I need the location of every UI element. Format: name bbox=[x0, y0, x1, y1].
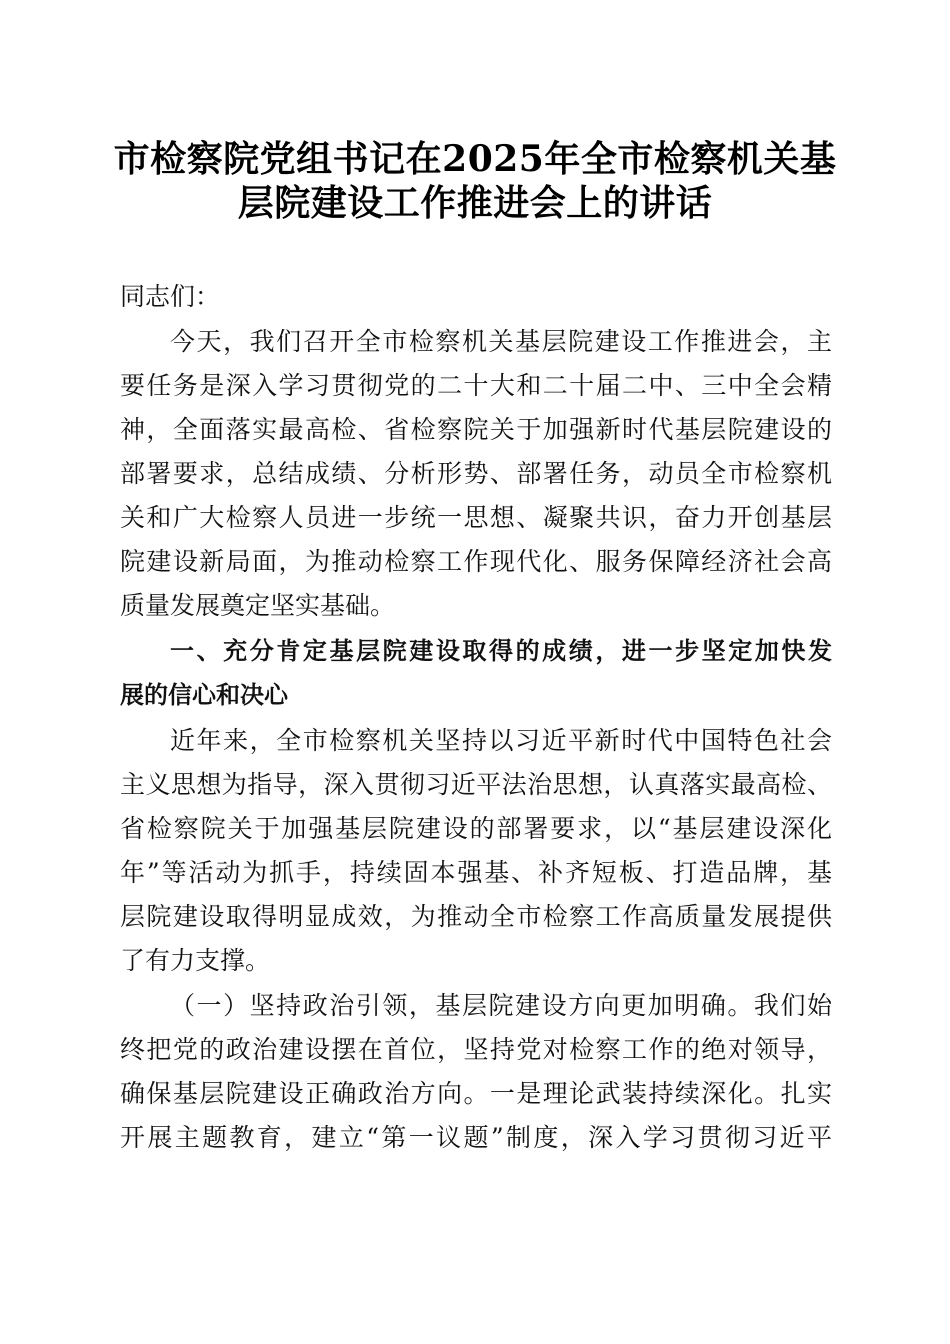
body-line: 今天，我们召开全市检察机关基层院建设工作推进会，主 bbox=[170, 327, 832, 356]
body-line: 院建设新局面，为推动检察工作现代化、服务保障经济社会高 bbox=[120, 547, 832, 576]
body-line: 近年来，全市检察机关坚持以习近平新时代中国特色社会 bbox=[170, 726, 832, 755]
body-line: 部署要求，总结成绩、分析形势、部署任务，动员全市检察机 bbox=[120, 459, 832, 488]
section-heading: 一、充分肯定基层院建设取得的成绩，进一步坚定加快发 bbox=[170, 637, 832, 665]
body-line: 终把党的政治建设摆在首位，坚持党对检察工作的绝对领导， bbox=[120, 1035, 832, 1064]
body-line: 开展主题教育，建立“第一议题”制度，深入学习贯彻习近平 bbox=[120, 1123, 832, 1152]
body-line: 层院建设取得明显成效，为推动全市检察工作高质量发展提供 bbox=[120, 902, 832, 931]
document-title-line-1: 市检察院党组书记在2025年全市检察机关基 bbox=[113, 138, 837, 180]
body-line: 确保基层院建设正确政治方向。一是理论武装持续深化。扎实 bbox=[120, 1079, 832, 1108]
body-line: 要任务是深入学习贯彻党的二十大和二十届二中、三中全会精 bbox=[120, 371, 832, 400]
section-heading: 展的信心和决心 bbox=[120, 681, 288, 709]
body-line: 神，全面落实最高检、省检察院关于加强新时代基层院建设的 bbox=[120, 415, 832, 444]
document-title-line-2: 层院建设工作推进会上的讲话 bbox=[237, 182, 713, 224]
body-line: 主义思想为指导，深入贯彻习近平法治思想，认真落实最高检、 bbox=[120, 770, 832, 799]
body-line: 省检察院关于加强基层院建设的部署要求，以“基层建设深化 bbox=[120, 814, 832, 843]
body-line: 关和广大检察人员进一步统一思想、凝聚共识，奋力开创基层 bbox=[120, 503, 832, 532]
salutation: 同志们： bbox=[120, 282, 221, 311]
body-line: 年”等活动为抓手，持续固本强基、补齐短板、打造品牌，基 bbox=[120, 858, 832, 887]
subsection-line: （一）坚持政治引领，基层院建设方向更加明确。我们始 bbox=[170, 991, 832, 1020]
body-line: 了有力支撑。 bbox=[120, 946, 271, 975]
body-line: 质量发展奠定坚实基础。 bbox=[120, 591, 396, 620]
